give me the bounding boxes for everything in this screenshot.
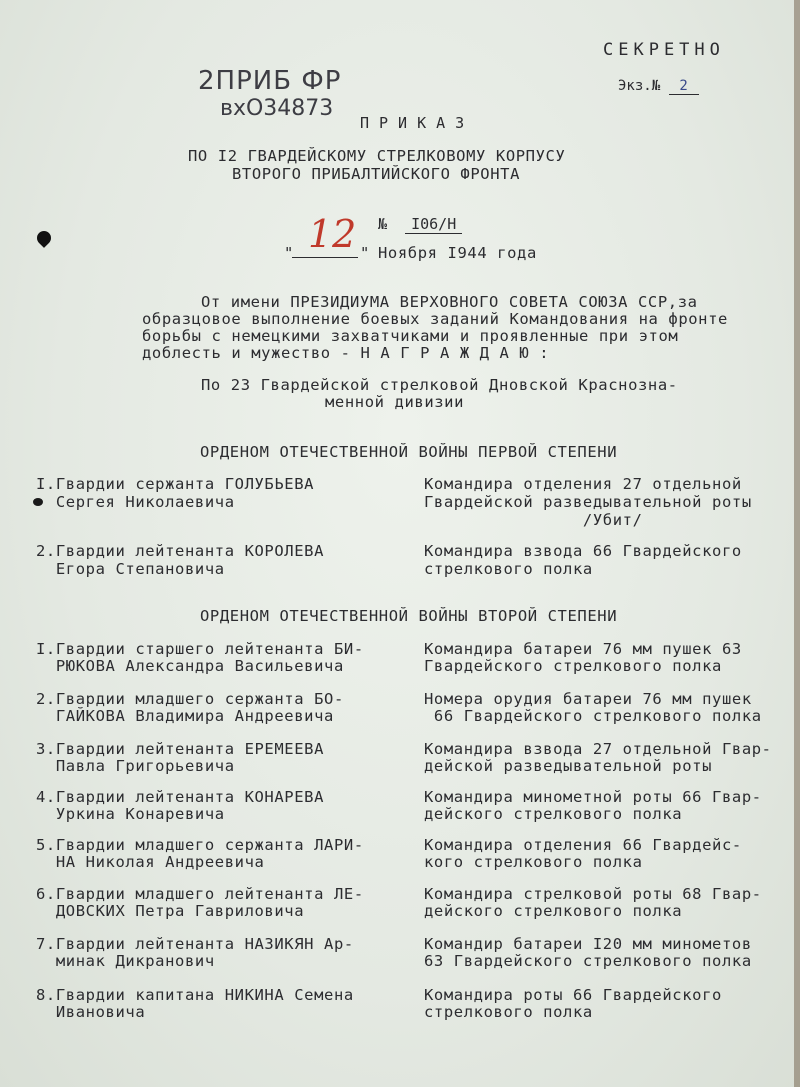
section1-heading: ОРДЕНОМ ОТЕЧЕСТВЕННОЙ ВОЙНЫ ПЕРВОЙ СТЕПЕНИ xyxy=(200,443,618,461)
date-quote-close: " xyxy=(360,244,370,262)
order-subtitle-2: ВТОРОГО ПРИБАЛТИЙСКОГО ФРОНТА xyxy=(232,165,521,183)
s2-entry2-name-2: ГАЙКОВА Владимира Андреевича xyxy=(36,707,334,725)
s2-entry8-name-1: 8.Гвардии капитана НИКИНА Семена xyxy=(36,986,354,1004)
date-day-handwritten xyxy=(288,212,358,260)
number-label: № xyxy=(378,215,388,233)
page-edge xyxy=(794,0,800,1087)
s2-entry5-role-1: Командира отделения 66 Гвардейс- xyxy=(424,836,742,854)
date-day-underline xyxy=(292,257,358,258)
s2-entry8-role-2: стрелкового полка xyxy=(424,1003,593,1021)
s2-entry1-name-2: РЮКОВА Александра Васильевича xyxy=(36,657,344,675)
secret-stamp: СЕКРЕТНО xyxy=(603,40,725,60)
s2-entry4-name-2: Уркина Конаревича xyxy=(36,805,225,823)
section2-heading: ОРДЕНОМ ОТЕЧЕСТВЕННОЙ ВОЙНЫ ВТОРОЙ СТЕПЕНИ xyxy=(200,607,618,625)
s2-entry5-role-2: кого стрелкового полка xyxy=(424,853,643,871)
s2-entry2-name-1: 2.Гвардии младшего сержанта БО- xyxy=(36,690,344,708)
s2-entry7-name-1: 7.Гвардии лейтенанта НАЗИКЯН Ар- xyxy=(36,935,354,953)
s2-entry7-role-1: Командир батареи I20 мм минометов xyxy=(424,935,752,953)
s2-entry7-name-2: минак Дикранович xyxy=(36,952,215,970)
s2-entry3-role-2: дейской разведывательной роты xyxy=(424,757,713,775)
copy-number xyxy=(618,78,699,95)
s2-entry3-name-1: 3.Гвардии лейтенанта ЕРЕМЕЕВА xyxy=(36,740,325,758)
preamble-line-4: доблесть и мужество - Н А Г Р А Ж Д А Ю : xyxy=(142,344,550,362)
order-number xyxy=(378,215,462,234)
s2-entry2-role-1: Номера орудия батареи 76 мм пушек xyxy=(424,690,752,708)
s2-entry4-role-1: Командира минометной роты 66 Гвар- xyxy=(424,788,762,806)
s2-entry8-name-2: Ивановича xyxy=(36,1003,146,1021)
s2-entry3-name-2: Павла Григорьевича xyxy=(36,757,235,775)
s2-entry5-name-1: 5.Гвардии младшего сержанта ЛАРИ- xyxy=(36,836,364,854)
s2-entry8-role-1: Командира роты 66 Гвардейского xyxy=(424,986,722,1004)
s1-entry1-role-2: Гвардейской разведывательной роты xyxy=(424,493,752,511)
s2-entry3-role-1: Командира взвода 27 отдельной Гвар- xyxy=(424,740,772,758)
s1-entry1-name-1: I.Гвардии сержанта ГОЛУБЬЕВА xyxy=(36,475,315,493)
s2-entry1-role-1: Командира батареи 76 мм пушек 63 xyxy=(424,640,742,658)
number-value: I06/Н xyxy=(405,215,462,234)
s1-entry1-name-2: Сергея Николаевича xyxy=(36,493,235,511)
s1-entry2-name-2: Егора Степановича xyxy=(36,560,225,578)
copy-label: Экз.№ xyxy=(618,78,661,94)
s1-entry2-role-2: стрелкового полка xyxy=(424,560,593,578)
division-line-2: менной дивизии xyxy=(325,393,465,411)
date-quote-open: " xyxy=(284,244,294,262)
s1-entry2-name-1: 2.Гвардии лейтенанта КОРОЛЕВА xyxy=(36,542,325,560)
ink-blot xyxy=(34,228,54,248)
preamble-line-1: От имени ПРЕЗИДИУМА ВЕРХОВНОГО СОВЕТА СОЮЗА ССР,за xyxy=(201,293,698,311)
copy-number-value: 2 xyxy=(669,78,699,95)
s2-entry7-role-2: 63 Гвардейского стрелкового полка xyxy=(424,952,752,970)
preamble-line-2: образцовое выполнение боевых заданий Командования на фронте xyxy=(142,310,728,328)
s2-entry6-name-1: 6.Гвардии младшего лейтенанта ЛЕ- xyxy=(36,885,364,903)
s1-entry1-role-3: /Убит/ xyxy=(424,511,643,529)
order-subtitle-1: ПО I2 ГВАРДЕЙСКОМУ СТРЕЛКОВОМУ КОРПУСУ xyxy=(188,147,566,165)
s2-entry4-role-2: дейского стрелкового полка xyxy=(424,805,683,823)
s1-entry2-role-1: Командира взвода 66 Гвардейского xyxy=(424,542,742,560)
date-day: 12 xyxy=(308,212,357,256)
s2-entry2-role-2: 66 Гвардейского стрелкового полка xyxy=(424,707,762,725)
s2-entry1-role-2: Гвардейского стрелкового полка xyxy=(424,657,722,675)
s2-entry1-name-1: I.Гвардии старшего лейтенанта БИ- xyxy=(36,640,364,658)
s1-entry1-role-1: Командира отделения 27 отдельной xyxy=(424,475,742,493)
s2-entry6-role-2: дейского стрелкового полка xyxy=(424,902,683,920)
division-line-1: По 23 Гвардейской стрелковой Дновской Краснозна- xyxy=(201,376,678,394)
s2-entry6-role-1: Командира стрелковой роты 68 Гвар- xyxy=(424,885,762,903)
preamble-line-3: борьбы с немецкими захватчиками и проявленные при этом xyxy=(142,327,679,345)
date-rest: Ноября I944 года xyxy=(378,244,537,262)
s2-entry6-name-2: ДОВСКИХ Петра Гавриловича xyxy=(36,902,305,920)
handwritten-ref-2: вхО34873 xyxy=(220,96,334,121)
order-title: ПРИКАЗ xyxy=(360,114,475,132)
s2-entry4-name-1: 4.Гвардии лейтенанта КОНАРЕВА xyxy=(36,788,325,806)
handwritten-ref-1: 2ПРИБ ФР xyxy=(198,66,342,96)
s2-entry5-name-2: НА Николая Андреевича xyxy=(36,853,265,871)
